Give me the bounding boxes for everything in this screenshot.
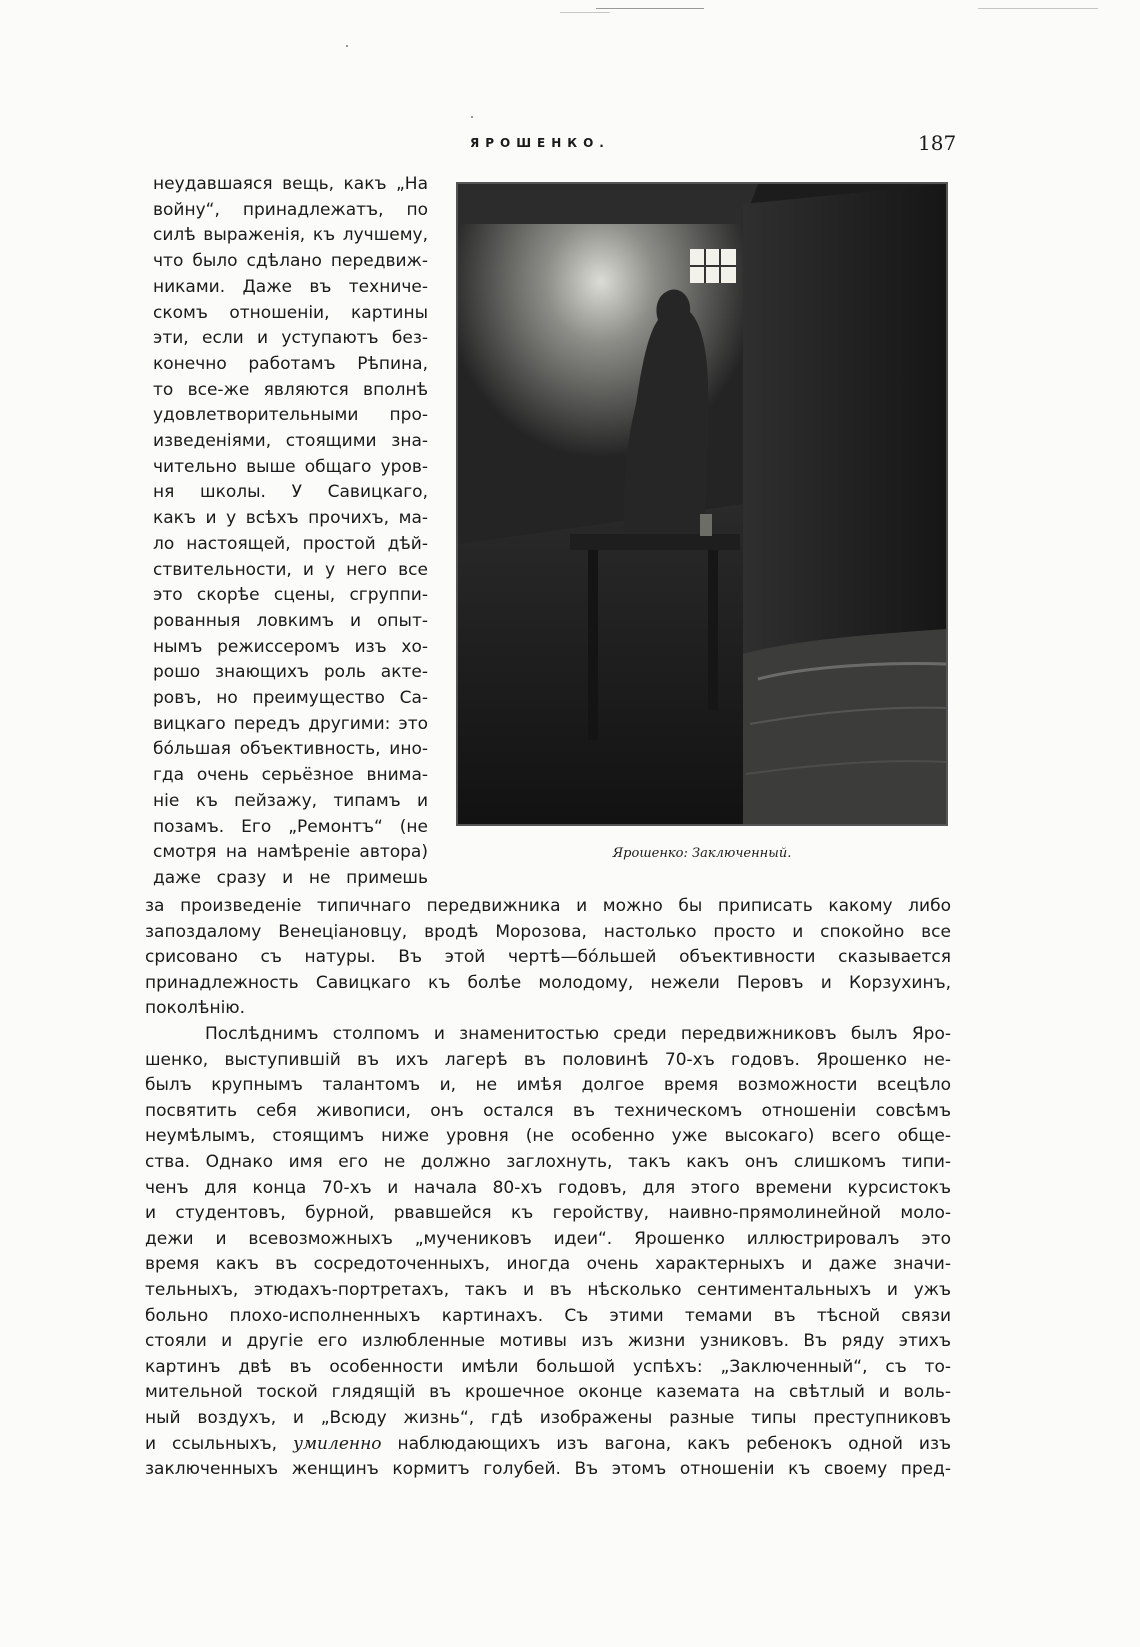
scan-speck: [471, 116, 473, 118]
top-scan-rule: [596, 8, 704, 9]
text-line: время какъ въ сосредоточенныхъ, иногда очень характерныхъ и даже значи-: [145, 1254, 951, 1275]
text-line: войну“, принадлежатъ, по: [153, 199, 428, 220]
text-line: изведеніями, стоящими зна-: [153, 431, 428, 452]
text-line: ный воздухъ, и „Всюду жизнь“, гдѣ изображены разные типы преступниковъ: [145, 1407, 951, 1428]
cup-on-table: [700, 514, 712, 536]
paragraph-1: [145, 894, 951, 1022]
text-line: шенко, выступившій въ ихъ лагерѣ въ половинѣ 70-хъ годовъ. Ярошенко не-: [145, 1049, 951, 1070]
text-line: рошо знающихъ роль акте-: [153, 662, 428, 683]
text-line: запоздалому Венеціановцу, вродѣ Морозова, настолько просто и спокойно все: [145, 921, 951, 942]
painting-illustration: [456, 182, 948, 826]
text-line: нымъ режиссеромъ изъ хо-: [153, 636, 428, 657]
cell-window: [690, 249, 736, 283]
text-line: скомъ отношеніи, картины: [153, 302, 428, 323]
text-line: смотря на намѣреніе автора): [153, 842, 428, 863]
text-line: неумѣлымъ, стоящимъ ниже уровня (не особенно уже высокаго) всего обще-: [145, 1126, 951, 1147]
emphasized-word: умиленно: [293, 1433, 382, 1454]
paragraph-2: [145, 1022, 951, 1483]
text-line: былъ крупнымъ талантомъ и, не имѣя долгое время возможности всецѣло: [145, 1075, 951, 1096]
text-line: удовлетворительными про-: [153, 405, 428, 426]
figure-caption: Ярошенко: Заключенный.: [612, 846, 792, 861]
text-run: и ссыльныхъ,: [145, 1433, 294, 1454]
text-line: это скорѣе сцены, сгруппи-: [153, 585, 428, 606]
text-line: больно плохо-исполненныхъ картинахъ. Съ этими темами въ тѣсной связи: [145, 1305, 951, 1326]
top-scan-rule: [978, 8, 1098, 9]
text-line: тельныхъ, этюдахъ-портретахъ, такъ и въ нѣсколько сентиментальныхъ и ужъ: [145, 1279, 951, 1300]
scan-speck: [346, 45, 348, 47]
page-number: 187: [918, 131, 957, 155]
text-line: картинъ двѣ въ особенности имѣли большой успѣхъ: „Заключенный“, съ то-: [145, 1356, 951, 1377]
text-line: ствительности, и у него все: [153, 559, 428, 580]
text-line: ніе къ пейзажу, типамъ и: [153, 790, 428, 811]
text-line: мительной тоской глядящій въ крошечное оконце каземата на свѣтлый и воль-: [145, 1382, 951, 1403]
text-line: силѣ выраженія, къ лучшему,: [153, 225, 428, 246]
text-line: неудавшаяся вещь, какъ „На: [153, 174, 428, 194]
text-line: [145, 1432, 951, 1458]
text-line: конечно работамъ Рѣпина,: [153, 353, 428, 374]
text-line: позамъ. Его „Ремонтъ“ (не: [153, 816, 428, 837]
text-line: даже сразу и не примешь: [153, 867, 428, 888]
top-scan-rule: [560, 12, 610, 13]
text-line: Послѣднимъ столпомъ и знаменитостью среди передвижниковъ былъ Яро-: [205, 1024, 951, 1044]
text-line: рованныя ловкимъ и опыт-: [153, 610, 428, 631]
text-line: ства. Однако имя его не должно заглохнуть, такъ какъ онъ слишкомъ типи-: [145, 1151, 951, 1172]
text-line: то все-же являются вполнѣ: [153, 379, 428, 400]
text-line: ло настоящей, простой дѣй-: [153, 533, 428, 554]
text-line: принадлежность Савицкаго къ болѣе молодому, нежели Перовъ и Корзухинъ,: [145, 972, 951, 993]
text-line: бóльшая объективность, ино-: [153, 739, 428, 760]
text-line: дежи и всевозможныхъ „мучениковъ идеи“. Ярошенко иллюстрировалъ это: [145, 1228, 951, 1249]
left-column-text: [153, 172, 428, 892]
text-line: никами. Даже въ техниче-: [153, 276, 428, 297]
text-run: наблюдающихъ изъ вагона, какъ ребенокъ одной изъ: [381, 1433, 951, 1454]
text-line: за произведеніе типичнаго передвижника и можно бы приписать какому либо: [145, 896, 951, 916]
text-line: какъ и у всѣхъ прочихъ, ма-: [153, 508, 428, 529]
text-line: посвятить себя живописи, онъ остался въ техническомъ отношеніи совсѣмъ: [145, 1100, 951, 1121]
text-line: ченъ для конца 70-хъ и начала 80-хъ годовъ, для этого времени курсистокъ: [145, 1177, 951, 1198]
text-line: чительно выше общаго уров-: [153, 456, 428, 477]
text-line: срисовано съ натуры. Въ этой чертѣ—бóльшей объективности сказывается: [145, 947, 951, 968]
text-line: ня школы. У Савицкаго,: [153, 482, 428, 503]
text-line: стояли и другіе его излюбленные мотивы изъ жизни узниковъ. Въ ряду этихъ: [145, 1331, 951, 1352]
text-line: и студентовъ, бурной, рвавшейся къ геройству, наивно-прямолинейной моло-: [145, 1203, 951, 1224]
text-line: заключенныхъ женщинъ кормитъ голубей. Въ этомъ отношеніи къ своему пред-: [145, 1459, 951, 1480]
text-line: эти, если и уступаютъ без-: [153, 328, 428, 349]
text-line: ровъ, но преимущество Са-: [153, 688, 428, 709]
running-title: ЯРОШЕНКО.: [470, 136, 610, 150]
prisoner-in-cell-image: [458, 184, 946, 824]
text-line: что было сдѣлано передвиж-: [153, 251, 428, 272]
text-line: гда очень серьёзное внима-: [153, 765, 428, 786]
text-line: вицкаго передъ другими: это: [153, 713, 428, 734]
text-line: поколѣнію.: [145, 998, 246, 1019]
